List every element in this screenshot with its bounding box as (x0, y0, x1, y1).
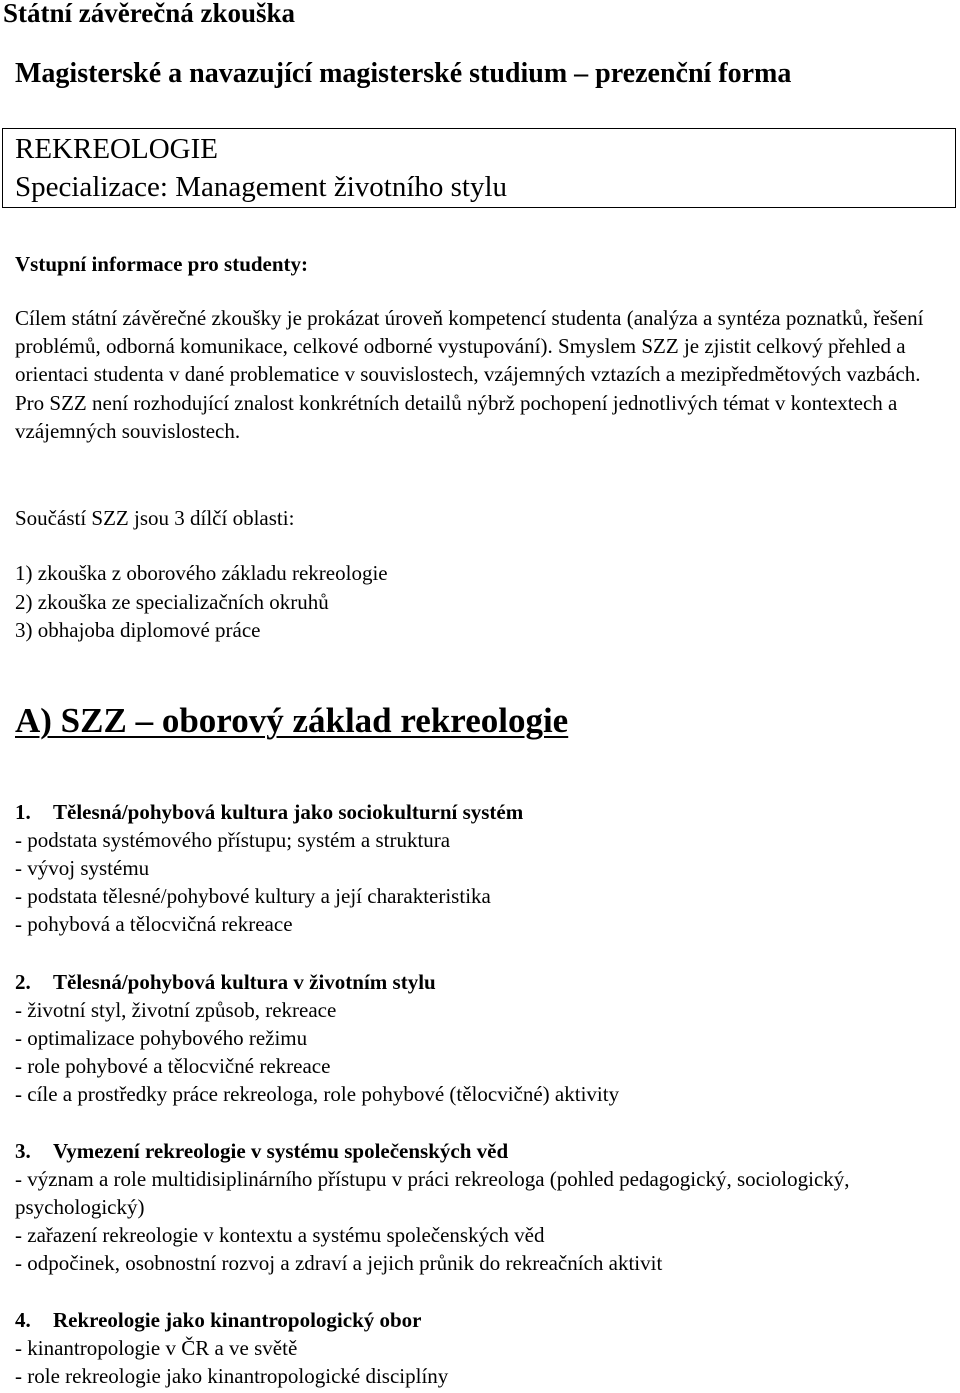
topic-title-text: Vymezení rekreologie v systému společenských věd (53, 1139, 509, 1163)
specialization-name: Specializace: Management životního stylu (15, 171, 508, 203)
list-item: - role pohybové a tělocvičné rekreace (15, 1054, 331, 1078)
topic-title-text: Rekreologie jako kinantropologický obor (53, 1308, 422, 1332)
topic-2 (15, 968, 950, 1108)
topic-number: 3. (15, 1139, 31, 1163)
topic-title (15, 968, 950, 996)
topic-3 (15, 1137, 950, 1277)
list-item: - vývoj systému (15, 856, 150, 880)
list-item: - optimalizace pohybového režimu (15, 1026, 308, 1050)
topic-items (15, 1165, 950, 1277)
topic-items (15, 996, 950, 1108)
topic-title-text: Tělesná/pohybová kultura jako sociokulturní systém (53, 800, 524, 824)
topic-title (15, 1137, 950, 1165)
topic-items (15, 1334, 950, 1390)
list-item: - pohybová a tělocvičná rekreace (15, 912, 293, 936)
list-item: - cíle a prostředky práce rekreologa, role pohybové (tělocvičné) aktivity (15, 1082, 620, 1106)
intro-heading: Vstupní informace pro studenty: (15, 252, 309, 276)
document-subtitle: Magisterské a navazující magisterské studium – prezenční forma (15, 58, 792, 89)
list-item: 3) obhajoba diplomové práce (15, 618, 261, 642)
list-item: - význam a role multidisiplinárního přístupu v práci rekreologa (pohled pedagogický, sociologický, psychologický) (15, 1167, 850, 1219)
intro-paragraph: Cílem státní závěrečné zkoušky je prokázat úroveň kompetencí studenta (analýza a syntéza poznatků, řešení problémů, odborná komunikace, celkové odborné vystupování). Smyslem SZZ je zjistit celkový přehled a orientaci studenta v dané problematice v souvislostech, vzájemných vztazích a mezipředmětových vazbách. Pro SZZ není rozhodující znalost konkrétních detailů nýbrž pochopení jednotlivých témat v kontextech a vzájemných souvislostech. (15, 306, 924, 443)
topic-1 (15, 798, 950, 938)
list-item: 2) zkouška ze specializačních okruhů (15, 589, 329, 614)
parts-list (15, 559, 388, 645)
document-title: Státní závěrečná zkouška (3, 0, 296, 28)
topic-number: 2. (15, 970, 31, 994)
topic-title-text: Tělesná/pohybová kultura v životním stylu (53, 970, 436, 994)
list-item: - podstata systémového přístupu; systém a struktura (15, 828, 451, 852)
topic-title (15, 1306, 950, 1334)
topic-4 (15, 1306, 950, 1390)
list-item: - role rekreologie jako kinantropologické disciplíny (15, 1364, 449, 1388)
list-item: - životní styl, životní způsob, rekreace (15, 998, 337, 1022)
list-item: - odpočinek, osobnostní rozvoj a zdraví a jejich průnik do rekreačních aktivit (15, 1251, 663, 1275)
section-a-heading: A) SZZ – oborový základ rekreologie (15, 701, 569, 740)
list-item: - podstata tělesné/pohybové kultury a její charakteristika (15, 884, 491, 908)
list-item: - kinantropologie v ČR a ve světě (15, 1336, 298, 1360)
program-box (2, 128, 956, 208)
program-name: REKREOLOGIE (15, 133, 218, 165)
topic-number: 1. (15, 800, 31, 824)
topic-number: 4. (15, 1308, 31, 1332)
list-item: 1) zkouška z oborového základu rekreologie (15, 561, 388, 585)
list-item: - zařazení rekreologie v kontextu a systému společenských věd (15, 1223, 545, 1247)
topic-items (15, 826, 950, 938)
topic-title (15, 798, 950, 826)
parts-intro: Součástí SZZ jsou 3 dílčí oblasti: (15, 506, 295, 530)
